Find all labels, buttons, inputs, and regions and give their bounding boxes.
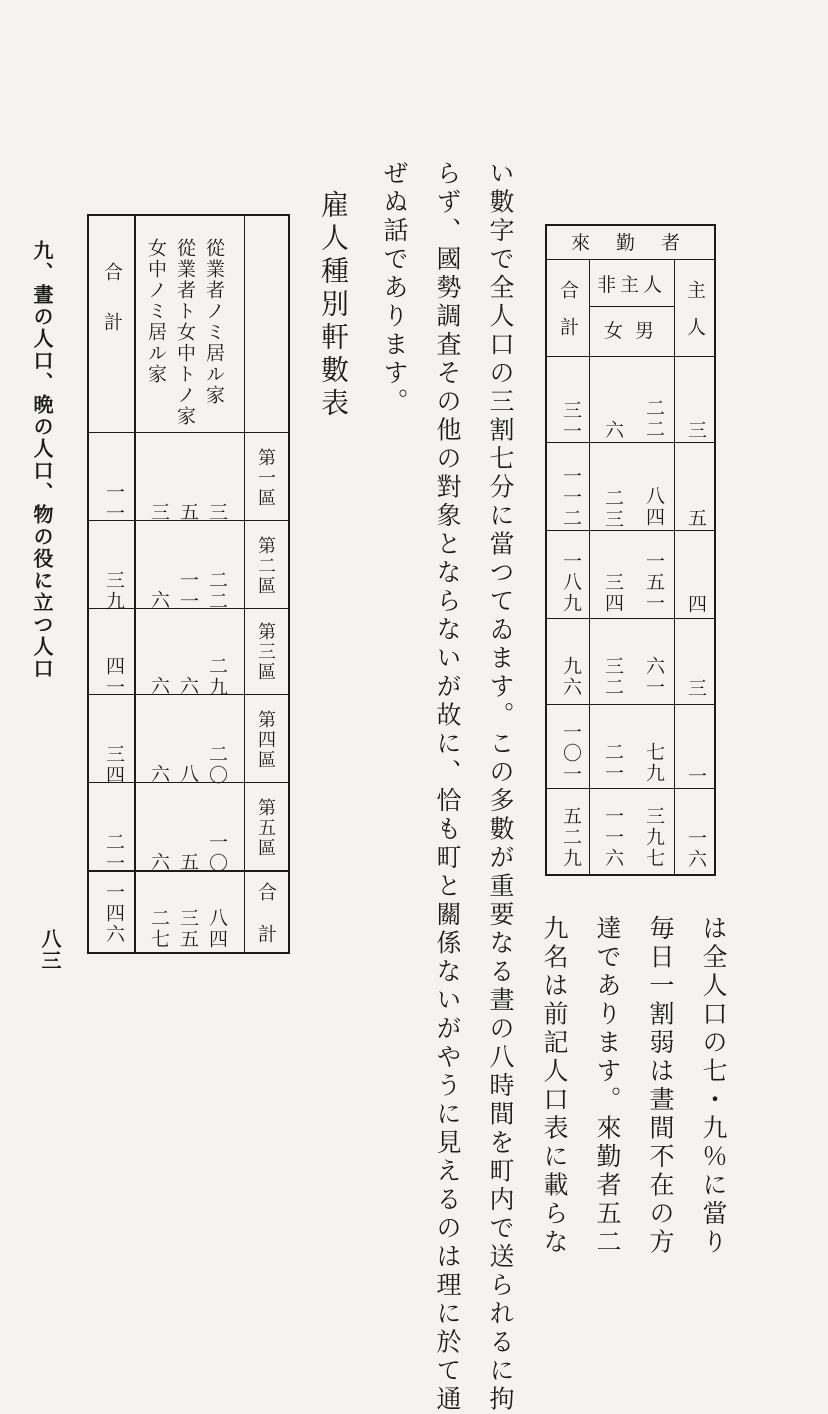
table-row: 六 [602, 420, 624, 441]
header-female: 女 [604, 320, 626, 342]
header-total: 合計 [557, 280, 579, 354]
row-label-maids-only: 女中ノミ居ル家 [145, 238, 167, 385]
table-row: 三 [685, 678, 707, 699]
header-district-5: 第五區 [255, 798, 276, 858]
table-cell: 一一 [177, 570, 199, 612]
header-employer: 主人 [684, 280, 706, 354]
table-cell: 六 [148, 852, 170, 873]
commuter-table [545, 224, 716, 876]
table-cell: 八 [177, 764, 199, 785]
header-total: 合 計 [255, 882, 277, 945]
table-row: 六一 [643, 656, 665, 698]
text-line-2: 毎日一割弱は晝間不在の方 [646, 915, 675, 1257]
table-row: 一一六 [602, 806, 624, 869]
table-row: 三 [685, 420, 707, 441]
table-row: 二一 [602, 742, 624, 784]
table-cell: 二九 [206, 656, 228, 698]
table-row: 五二九 [560, 806, 582, 869]
table-row: 七九 [643, 742, 665, 784]
table-cell: 六 [148, 764, 170, 785]
header-district-2: 第二區 [255, 536, 276, 596]
table-row: 一 [685, 766, 707, 787]
table-cell: 二一 [103, 832, 125, 874]
table-row: 三二 [602, 656, 624, 698]
table-row: 五 [685, 508, 707, 529]
table-row: 三九七 [643, 806, 665, 869]
text-line-4: 九名は前記人口表に載らな [540, 915, 569, 1257]
table-cell: 三 [206, 502, 228, 523]
table-cell: 三四 [103, 744, 125, 786]
employee-household-table [87, 214, 290, 954]
table-cell: 三 [148, 502, 170, 523]
table-cell: 五 [177, 852, 199, 873]
table-row: 三一 [560, 400, 582, 442]
text-line-5: い數字で全人口の三割七分に當つてゐます。この多數が重要なる晝の八時間を町内で送られるに拘 [486, 160, 515, 1414]
text-line-1: は全人口の七・九％に當り [699, 915, 728, 1257]
row-label-total: 合 計 [101, 262, 123, 337]
row-label-workers-and-maids: 從業者ト女中トノ家 [174, 238, 196, 427]
table-cell: 一四六 [103, 882, 125, 945]
table-row: 八四 [643, 486, 665, 528]
header-district-1: 第一區 [255, 448, 276, 508]
table-cell: 六 [148, 590, 170, 611]
table-cell: 三五 [177, 908, 199, 950]
table-row: 四 [685, 594, 707, 615]
table-cell: 一一 [103, 482, 125, 524]
table-row: 二二 [643, 398, 665, 440]
table-row: 一六 [685, 828, 707, 870]
header-district-3: 第三區 [255, 622, 276, 682]
header-male: 男 [635, 320, 657, 342]
table-cell: 六 [148, 676, 170, 697]
table-cell: 四一 [103, 656, 125, 698]
table-cell: 八四 [206, 908, 228, 950]
table-cell: 二〇 [206, 744, 228, 786]
table-cell: 二二 [206, 570, 228, 612]
page-number: 八三 [38, 928, 62, 972]
running-header: 九、晝の人口、晩の人口、物の役に立つ人口 [30, 240, 54, 680]
text-line-3: 達であります。來勤者五二 [593, 915, 622, 1257]
table-row: 一五一 [643, 551, 665, 614]
table1-title: 來 勤 者 [570, 232, 691, 254]
header-non-employer: 非主人 [596, 274, 666, 296]
table-row: 一〇一 [560, 722, 582, 785]
table-row: 二三 [602, 488, 624, 530]
header-district-4: 第四區 [255, 710, 276, 770]
text-line-6: らず、國勢調査その他の對象とならないが故に、恰も町と關係ないがやうに見えるのは理に於て通 [433, 160, 462, 1414]
table-row: 三四 [602, 572, 624, 614]
table-cell: 二七 [148, 908, 170, 950]
table-cell: 六 [177, 676, 199, 697]
table2-title: 雇人種別軒數表 [317, 190, 350, 421]
table-row: 一八九 [560, 551, 582, 614]
table-row: 九六 [560, 656, 582, 698]
table-row: 一一二 [560, 466, 582, 529]
row-label-workers-only: 從業者ノミ居ル家 [203, 238, 225, 406]
table-cell: 三九 [103, 570, 125, 612]
table-cell: 一〇 [206, 832, 228, 874]
table-cell: 五 [177, 502, 199, 523]
text-line-7: ぜぬ話であります。 [380, 160, 409, 417]
